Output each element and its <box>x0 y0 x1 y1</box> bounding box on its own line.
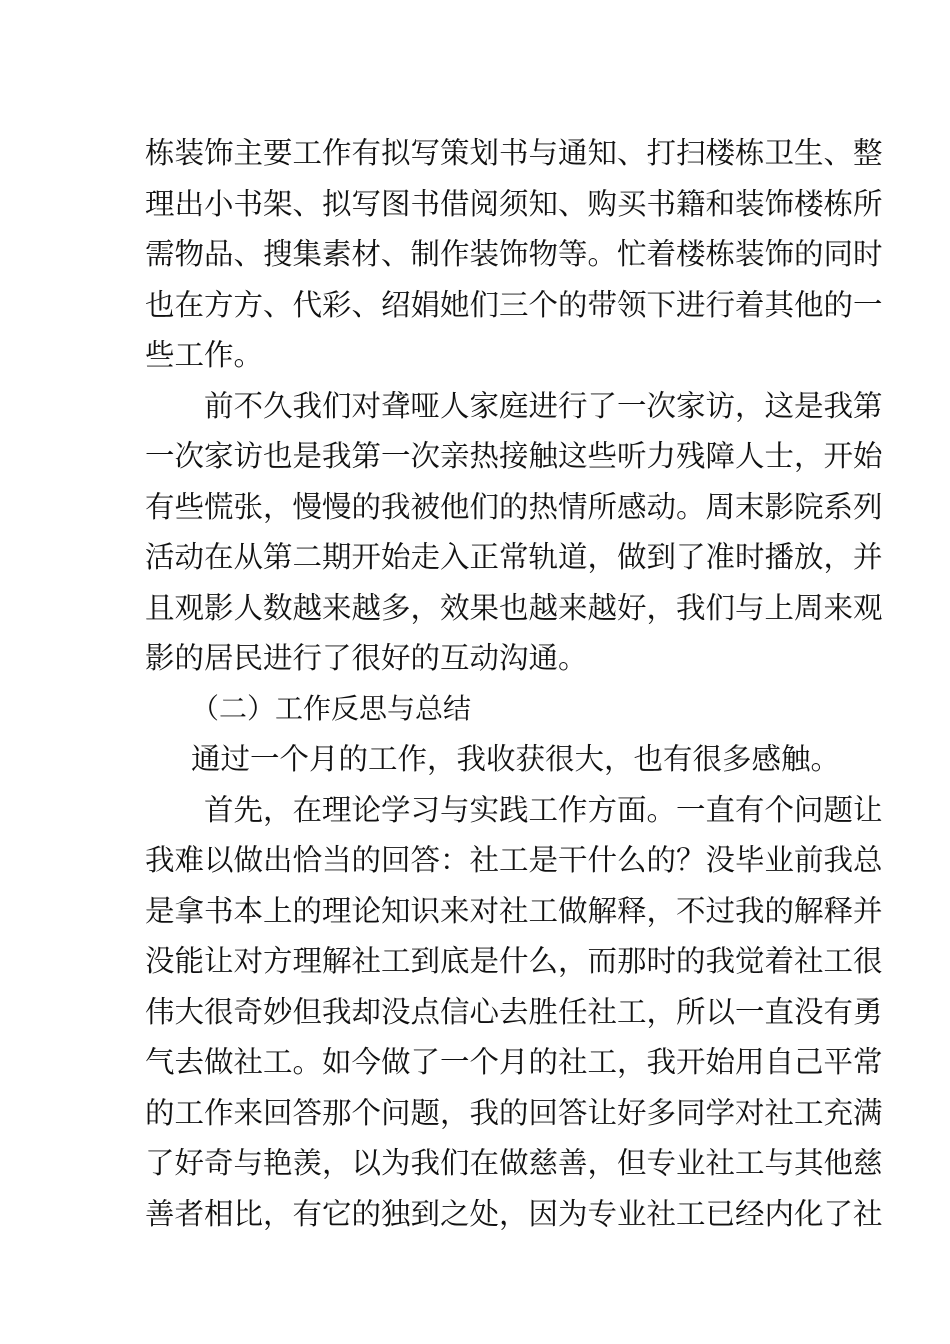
text-line: 一次家访也是我第一次亲热接触这些听力残障人士，开始 <box>145 439 883 473</box>
text-line: 影的居民进行了很好的互动沟通。 <box>145 641 588 675</box>
text-line: 也在方方、代彩、绍娟她们三个的带领下进行着其他的一 <box>145 287 883 322</box>
text-line: 的工作来回答那个问题，我的回答让好多同学对社工充满 <box>145 1095 883 1130</box>
text-line: 伟大很奇妙但我却没点信心去胜任社工，所以一直没有勇 <box>145 994 883 1029</box>
text-line: 了好奇与艳羡，以为我们在做慈善，但专业社工与其他慈 <box>145 1146 883 1180</box>
text-line: 些工作。 <box>145 338 264 372</box>
text-line: 首先，在理论学习与实践工作方面。一直有个问题让 <box>204 792 883 827</box>
text-line: 活动在从第二期开始走入正常轨道，做到了准时播放，并 <box>145 540 883 574</box>
text-line: 善者相比，有它的独到之处，因为专业社工已经内化了社 <box>145 1196 883 1231</box>
paragraph-3 <box>145 734 841 785</box>
text-line: 需物品、搜集素材、制作装饰物等。忙着楼栋装饰的同时 <box>145 237 883 271</box>
text-line: 栋装饰主要工作有拟写策划书与通知、打扫楼栋卫生、整 <box>145 136 883 170</box>
paragraph-1 <box>145 128 883 381</box>
text-line: 没能让对方理解社工到底是什么，而那时的我觉着社工很 <box>145 944 883 978</box>
paragraph-4 <box>145 785 883 1240</box>
text-line: 前不久我们对聋哑人家庭进行了一次家访，这是我第 <box>204 388 883 423</box>
text-line: 通过一个月的工作，我收获很大，也有很多感触。 <box>191 742 841 776</box>
text-line: 且观影人数越来越多，效果也越来越好，我们与上周来观 <box>145 590 883 625</box>
text-line: 理出小书架、拟写图书借阅须知、购买书籍和装饰楼栋所 <box>145 186 883 221</box>
text-line: 有些慌张，慢慢的我被他们的热情所感动。周末影院系列 <box>145 489 883 524</box>
text-line: 我难以做出恰当的回答：社工是干什么的？没毕业前我总 <box>145 843 883 877</box>
text-line: 气去做社工。如今做了一个月的社工，我开始用自己平常 <box>145 1045 883 1079</box>
section-heading: （二）工作反思与总结 <box>191 691 472 725</box>
paragraph-2 <box>145 381 883 684</box>
body-text <box>145 128 883 1239</box>
section-heading-block <box>145 684 810 735</box>
text-line: 是拿书本上的理论知识来对社工做解释，不过我的解释并 <box>145 893 883 928</box>
